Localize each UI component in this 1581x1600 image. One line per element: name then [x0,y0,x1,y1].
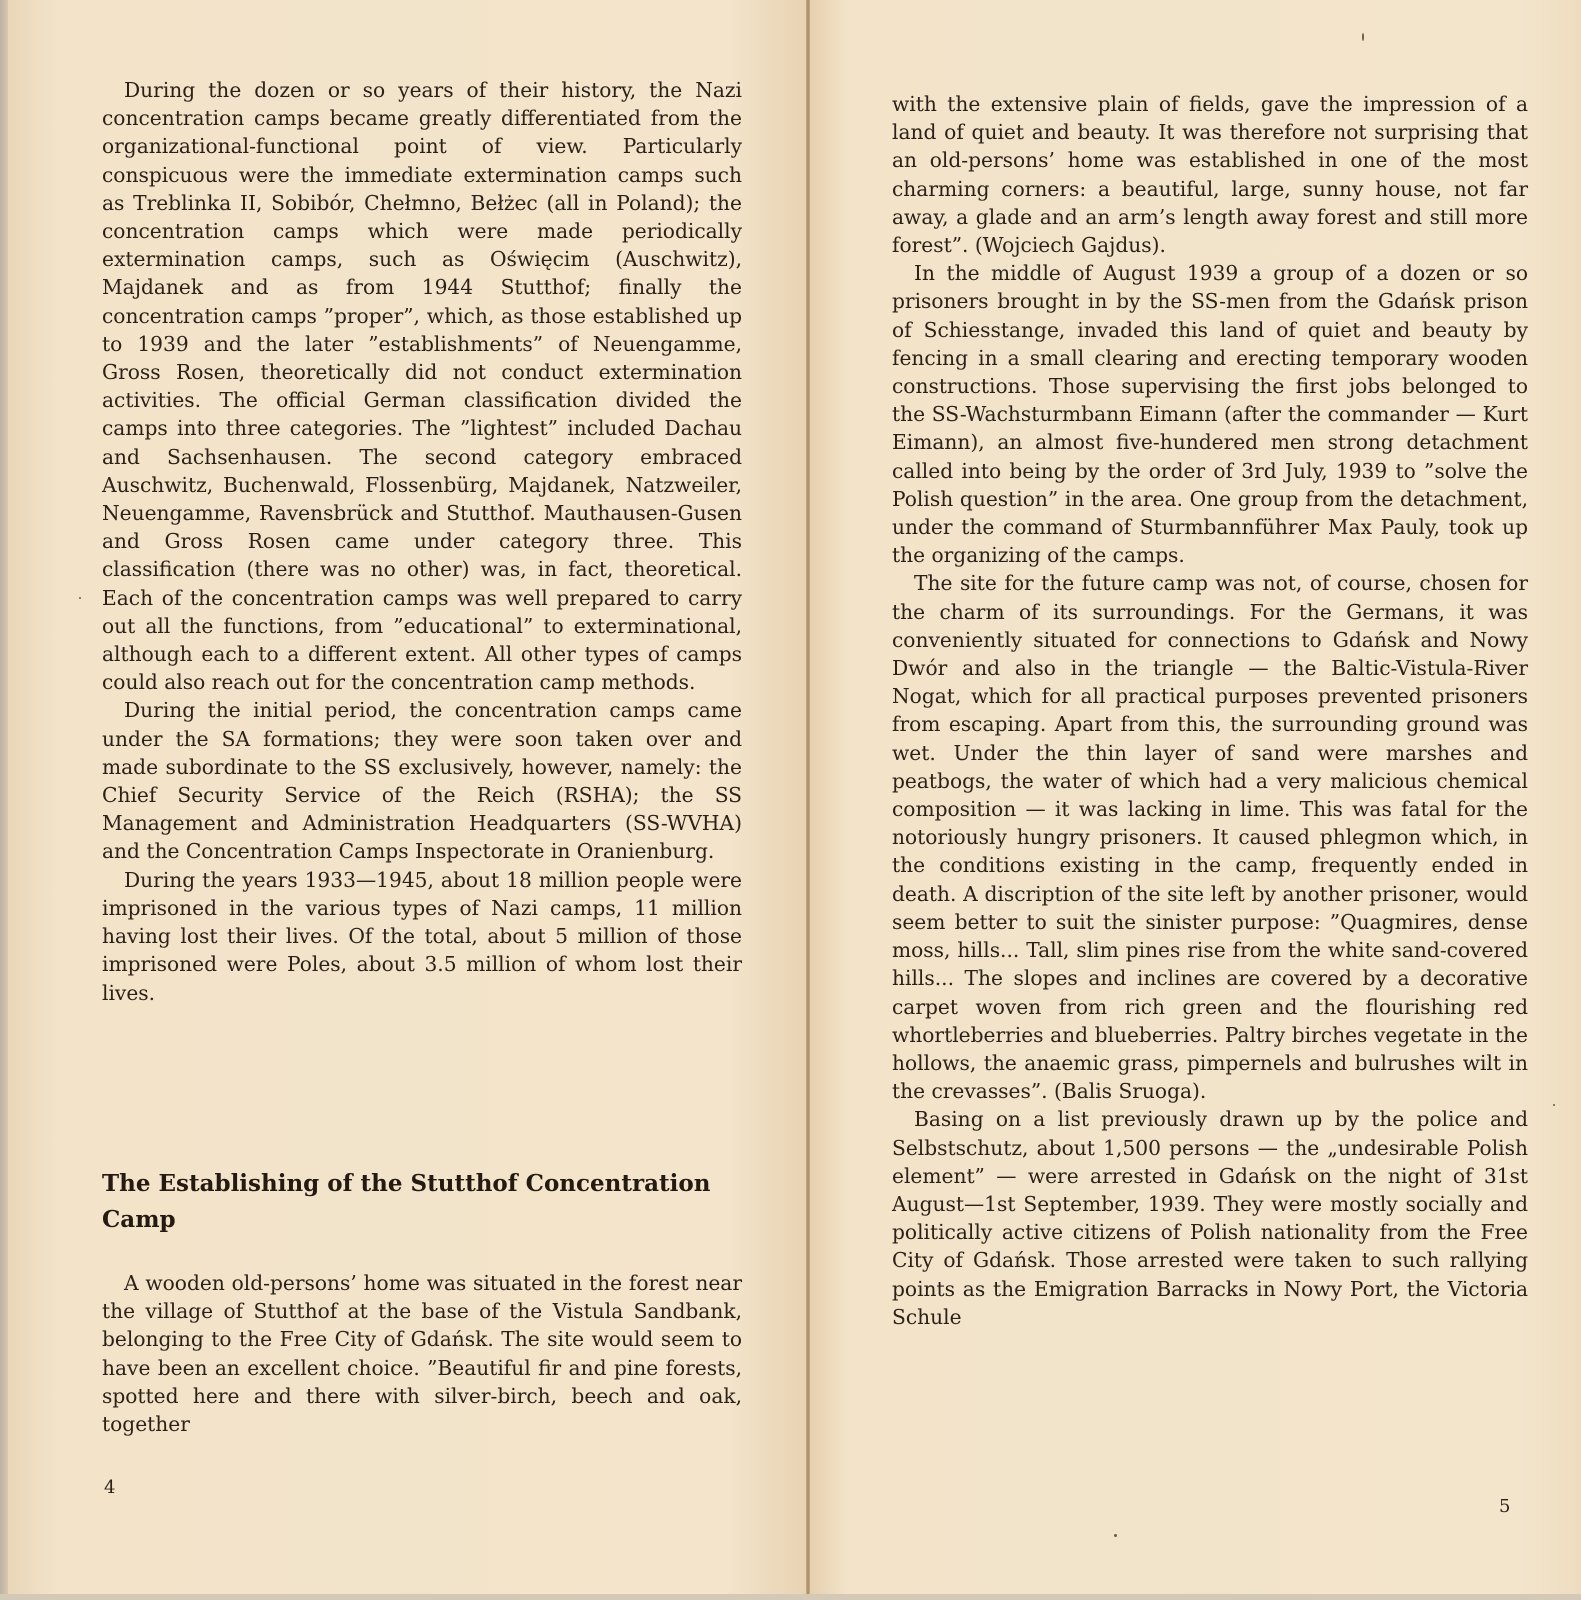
paragraph: During the years 1933—1945, about 18 million people were imprisoned in the various types of Nazi camps, 11 million having lost their lives. Of the total, about 5 million of those imprisoned were Poles, about 3.5 million of whom lost their lives. [102,867,742,1005]
page-number: 5 [1499,1496,1511,1517]
book-gutter [806,0,810,1600]
paragraph: During the dozen or so years of their history, the Nazi concentration camps became greatly differentiated from the organizational-functional point of view. Particularly conspicuous were the immediate extermination camps such as Treblinka II, Sobibór, Chełmno, Bełżec (all in Poland); the concentration camps which were made periodically extermination camps, such as Oświęcim (Auschwitz), Majdanek and as from 1944 Stutthof; finally the concentration camps ”proper”, which, as those established up to 1939 and the later ”establishments” of Neuengamme, Gross Rosen, theoretically did not conduct extermination activities. The official German classification divided the camps into three categories. The ”lightest” included Dachau and Sachsenhausen. The second category embraced Auschwitz, Buchenwald, Flossenbürg, Majdanek, Natzweiler, Neuengamme, Ravensbrück and Stutthof. Mauthausen-Gusen and Gross Rosen came under category three. This classification (there was no other) was, in fact, theoretical. Each of the concentration camps was well prepared to carry out all the functions, from ”educational” to exterminational, although each to a different extent. All other types of camps could also reach out for the concentration camp methods. [102,78,742,695]
page-edge [0,0,8,1600]
section-heading: The Establishing of the Stutthof Concentration Camp [102,1170,711,1233]
paragraph: During the initial period, the concentration camps came under the SA formations; they were soon taken over and made subordinate to the SS exclusively, however, namely: the Chief Security Service of the Reich (RSHA); the SS Management and Administration Headquarters (SS-WVHA) and the Concentration Camps Inspectorate in Oranienburg. [102,698,742,864]
paragraph: In the middle of August 1939 a group of a dozen or so prisoners brought in by the SS-men from the Gdańsk prison of Schiesstange, invaded this land of quiet and beauty by fencing in a small clearing and erecting temporary wooden constructions. Those supervising the first jobs belonged to the SS-Wachsturmbann Eimann (after the commander — Kurt Eimann), an almost five-hundered men strong detachment called into being by the order of 3rd July, 1939 to ”solve the Polish question” in the area. One group from the detachment, under the command of Sturmbannführer Max Pauly, took up the organizing of the camps. [892,261,1528,568]
paper-speck [1114,1534,1117,1537]
scan-bottom-edge [0,1594,1581,1600]
paper-speck [1362,33,1364,41]
left-text-column [102,76,742,1007]
page-number: 4 [104,1477,116,1498]
paper-speck [79,597,81,599]
paragraph: Basing on a list previously drawn up by the police and Selbstschutz, about 1,500 persons — the „undesirable Polish element” — were arrested in Gdańsk on the night of 31st August—1st September, 1939. They were mostly socially and politically active citizens of Polish nationality from the Free City of Gdańsk. Those arrested were taken to such rallying points as the Emigration Barracks in Nowy Port, the Victoria Schule [892,1107,1528,1329]
paragraph: The site for the future camp was not, of course, chosen for the charm of its surroundings. For the Germans, it was conveniently situated for connections to Gdańsk and Nowy Dwór and also in the triangle — the Baltic-Vistula-River Nogat, which for all practical purposes prevented prisoners from escaping. Apart from this, the surrounding ground was wet. Under the thin layer of sand were marshes and peatbogs, the water of which had a very malicious chemical composition — it was lacking in lime. This was fatal for the notoriously hungry prisoners. It caused phlegmon which, in the conditions existing in the camp, frequently ended in death. A discription of the site left by another prisoner, would seem better to suit the sinister purpose: ”Quagmires, dense moss, hills... Tall, slim pines rise from the white sand-covered hills... The slopes and inclines are covered by a decorative carpet woven from rich green and the flourishing red whortleberries and blueberries. Paltry birches vegetate in the hollows, the anaemic grass, pimpernels and bulrushes wilt in the crevasses”. (Balis Sruoga). [892,571,1528,1104]
paragraph-continuation: with the extensive plain of fields, gave the impression of a land of quiet and beauty. It was therefore not surprising that an old-persons’ home was established in one of the most charming corners: a beautiful, large, sunny house, not far away, a glade and an arm’s length away forest and still more forest”. (Wojciech Gajdus). [892,92,1528,258]
left-section-body [102,1269,742,1438]
paper-speck [1553,1104,1555,1106]
right-text-column [892,90,1528,1331]
paragraph: A wooden old-persons’ home was situated in the forest near the village of Stutthof at the base of the Vistula Sandbank, belonging to the Free City of Gdańsk. The site would seem to have been an excellent choice. ”Beautiful fir and pine forests, spotted here and there with silver-birch, beech and oak, together [102,1271,742,1437]
